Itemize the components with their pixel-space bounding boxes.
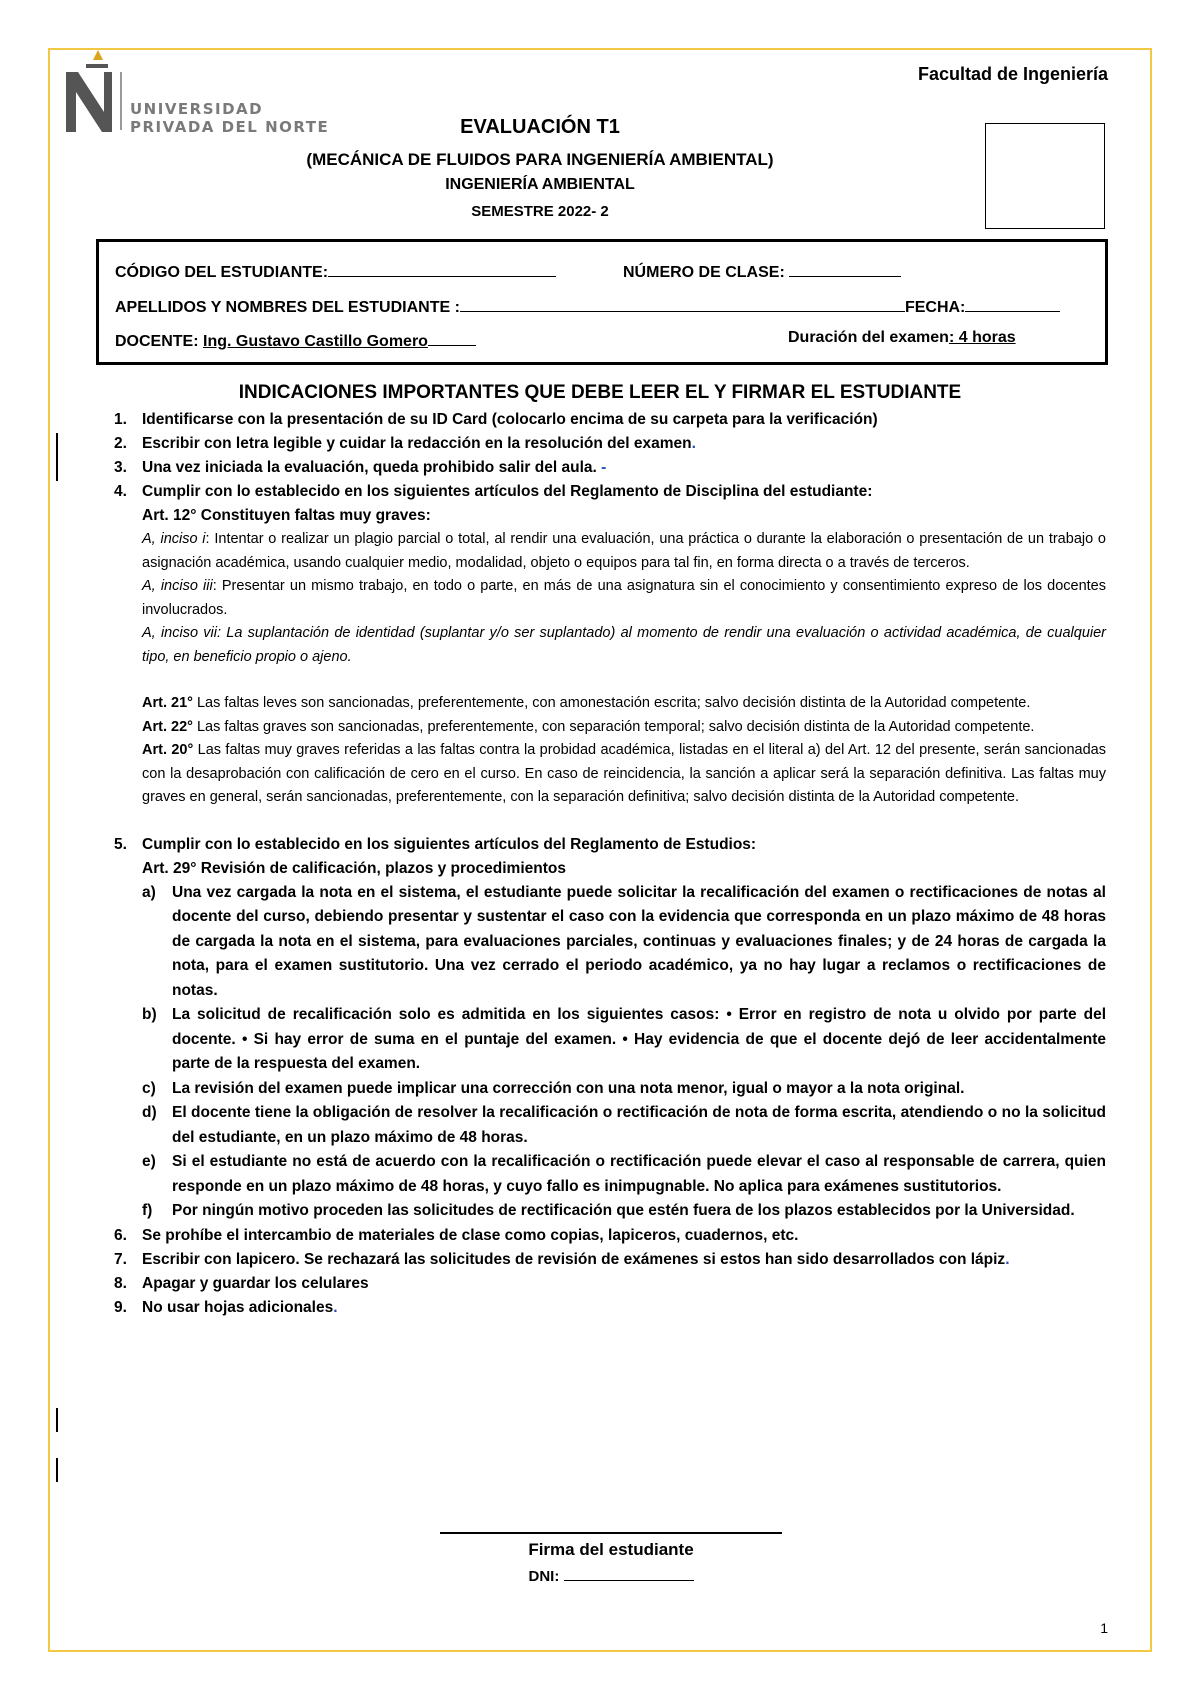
duration-group [788,329,1016,347]
class-number-group [623,260,901,282]
instruction-text: Escribir con letra legible y cuidar la redacción en la resolución del examen [142,435,692,452]
instruction-item-4 [110,480,1106,504]
item-number: 2. [114,435,127,452]
dni-field[interactable] [564,1564,694,1581]
exam-title: EVALUACIÓN T1 [460,116,620,138]
sub-text: Una vez cargada la nota en el sistema, el estudiante puede solicitar la recalificación del examen o rectificaciones de notas al docente del curso, debiendo presentar y sustentar el caso con la evidencia que corresponda en un plazo máximo de 48 horas de cargada la nota en el sistema, para evaluaciones parciales, continuas y evaluaciones finales; y de 24 horas de cargada la nota, para el examen sustitutorio. Una vez cerrado el periodo académico, ya no hay lugar a reclamos o rectificaciones de notas. [172,883,1106,999]
instruction-text: Se prohíbe el intercambio de materiales de clase como copias, lapiceros, cuadernos, etc. [142,1226,799,1244]
art20 [142,739,1106,810]
art12-inciso-i-text: : Intentar o realizar un plagio parcial o total, al rendir una evaluación, una práctica o durante la elaboración o presentación de un trabajo o asignación académica, usando cualquier medio, modalidad, objeto o equipos para tal fin, en forma directa o a través de terceros. [142,531,1106,571]
item-number: 6. [114,1226,127,1244]
instruction-text: Cumplir con lo establecido en los siguientes artículos del Reglamento de Estudios: [142,835,757,853]
revision-mark [56,1408,58,1432]
instruction-item-1 [110,408,1106,432]
date-field[interactable] [965,295,1060,312]
university-name-line2: PRIVADA DEL NORTE [130,118,330,136]
revision-mark [56,1458,58,1482]
art29-sub-a [142,881,1106,1004]
art29-sub-b [142,1003,1106,1077]
instructions-list [110,408,1106,1320]
edit-mark: . [333,1298,338,1316]
info-row-names [115,295,1089,317]
art22-text: Las faltas graves son sancionadas, preferentemente, con separación temporal; salvo decisión distinta de la Autoridad competente. [192,718,1035,735]
instruction-item-7 [110,1248,1106,1272]
art22 [142,716,1106,740]
instruction-text: Identificarse con la presentación de su ID Card (colocarlo encima de su carpeta para la verificación) [142,411,878,428]
item-number: 7. [114,1250,127,1268]
art21 [142,692,1106,716]
info-row-teacher [115,329,1089,351]
instruction-item-5 [110,833,1106,857]
signature-block [440,1532,782,1585]
signature-label: Firma del estudiante [528,1540,694,1559]
sub-letter: e) [142,1153,156,1170]
revision-mark [56,433,58,481]
item-number: 4. [114,483,127,500]
instruction-text: Escribir con lapicero. Se rechazará las solicitudes de revisión de exámenes si estos han sido desarrollados con lápiz [142,1250,1006,1268]
art22-label: Art. 22° [142,718,193,735]
sub-text: Por ningún motivo proceden las solicitudes de rectificación que estén fuera de los plazos establecidos por la Universidad. [172,1202,1075,1219]
semester: SEMESTRE 2022- 2 [471,203,609,220]
student-names-field[interactable] [460,295,905,312]
art12-title: Art. 12° Constituyen faltas muy graves: [142,507,431,524]
career-name: INGENIERÍA AMBIENTAL [445,176,635,193]
instruction-text: Apagar y guardar los celulares [142,1274,369,1292]
course-name: (MECÁNICA DE FLUIDOS PARA INGENIERÍA AMBIENTAL) [306,150,774,169]
art20-text: Las faltas muy graves referidas a las faltas contra la probidad académica, listadas en el literal a) del Art. 12 del presente, serán sancionadas con la desaprobación con calificación de cero en el curso. En caso de reincidencia, la sanción a aplicar será la separación definitiva. Las faltas muy graves en general, serán sancionadas, preferentemente, con la separación definitiva; salvo decisión distinta de la Autoridad competente. [142,742,1106,805]
duration-label: Duración del examen [788,329,949,346]
class-number-label: NÚMERO DE CLASE: [623,264,785,281]
student-info-box [96,239,1108,365]
art12-inciso-iii [142,575,1106,622]
art29-sub-d [142,1101,1106,1150]
signature-line[interactable] [440,1532,782,1534]
item-number: 9. [114,1298,127,1316]
page-number: 1 [1100,1620,1108,1636]
duration-value: : 4 horas [948,329,1016,346]
info-row-code [115,260,1089,282]
study-articles [110,857,1106,1224]
sub-letter: b) [142,1006,157,1023]
art29-sub-c [142,1077,1106,1102]
sub-letter: d) [142,1104,157,1121]
art12-inciso-i-label: A, inciso i [142,531,206,547]
art12-inciso-iii-label: A, inciso iii [142,578,213,594]
instruction-text: Cumplir con lo establecido en los siguientes artículos del Reglamento de Disciplina del estudiante: [142,483,873,500]
dni-label: DNI: [528,1568,560,1585]
item-number: 1. [114,411,127,428]
instruction-item-2 [110,432,1106,456]
item-number: 8. [114,1274,127,1292]
art29-sub-e [142,1150,1106,1199]
faculty-label: Facultad de Ingeniería [917,64,1108,84]
dni-row [440,1564,782,1585]
sub-letter: c) [142,1079,156,1097]
edit-mark: - [596,459,607,476]
student-code-field[interactable] [328,260,556,277]
item-number: 5. [114,835,127,853]
sub-text: La solicitud de recalificación solo es admitida en los siguientes casos: • Error en registro de nota u olvido por parte del docente. • Si hay error de suma en el puntaje del examen. • Hay evidencia de que el docente dejó de leer accidentalmente parte de la respuesta del examen. [172,1006,1106,1072]
art29-sub-f [142,1199,1106,1224]
art12-inciso-vii: A, inciso vii: La suplantación de identidad (suplantar y/o ser suplantado) al momento de rendir una evaluación o actividad académica, de cualquier tipo, en beneficio propio o ajeno. [142,625,1106,665]
edit-mark: . [691,435,696,452]
instruction-item-6 [110,1224,1106,1248]
art12-inciso-iii-text: : Presentar un mismo trabajo, en todo o parte, en más de una asignatura sin el conocimiento y consentimiento expreso de los docentes involucrados. [142,578,1106,618]
edit-mark: . [1005,1250,1010,1268]
instruction-item-8 [110,1272,1106,1296]
teacher-label: DOCENTE: [115,333,199,350]
instruction-text: No usar hojas adicionales [142,1298,334,1316]
instruction-item-3 [110,456,1106,480]
art21-text: Las faltas leves son sancionadas, preferentemente, con amonestación escrita; salvo decisión distinta de la Autoridad competente. [192,695,1031,711]
item-number: 3. [114,459,127,476]
teacher-name: Ing. Gustavo Castillo Gomero [203,333,428,350]
sub-letter: a) [142,883,156,901]
art12-inciso-i [142,528,1106,575]
discipline-articles [110,504,1106,810]
photo-box [985,123,1105,229]
sub-text: La revisión del examen puede implicar una corrección con una nota menor, igual o mayor a la nota original. [172,1079,965,1097]
sub-text: Si el estudiante no está de acuerdo con la recalificación o rectificación puede elevar el caso al responsable de carrera, quien responde en un plazo máximo de 48 horas, y cuyo fallo es inimpugnable. No aplica para exámenes sustitutorios. [172,1153,1106,1195]
sub-letter: f) [142,1202,153,1219]
student-names-label: APELLIDOS Y NOMBRES DEL ESTUDIANTE : [115,299,460,316]
art20-label: Art. 20° [142,742,194,758]
section-title: INDICACIONES IMPORTANTES QUE DEBE LEER EL Y FIRMAR EL ESTUDIANTE [238,382,962,403]
student-code-label: CÓDIGO DEL ESTUDIANTE: [115,264,329,281]
date-label: FECHA: [904,299,966,316]
teacher-underline-tail [428,329,476,346]
art29-title: Art. 29° Revisión de calificación, plazos y procedimientos [142,859,566,877]
sub-text: El docente tiene la obligación de resolver la recalificación o rectificación de nota de forma escrita, atendiendo o no la solicitud del estudiante, en un plazo máximo de 48 horas. [172,1104,1106,1146]
instruction-item-9 [110,1296,1106,1320]
class-number-field[interactable] [789,260,901,277]
university-name-line1: UNIVERSIDAD [130,100,264,118]
art21-label: Art. 21° [142,695,193,711]
instruction-text: Una vez iniciada la evaluación, queda prohibido salir del aula. [142,459,597,476]
